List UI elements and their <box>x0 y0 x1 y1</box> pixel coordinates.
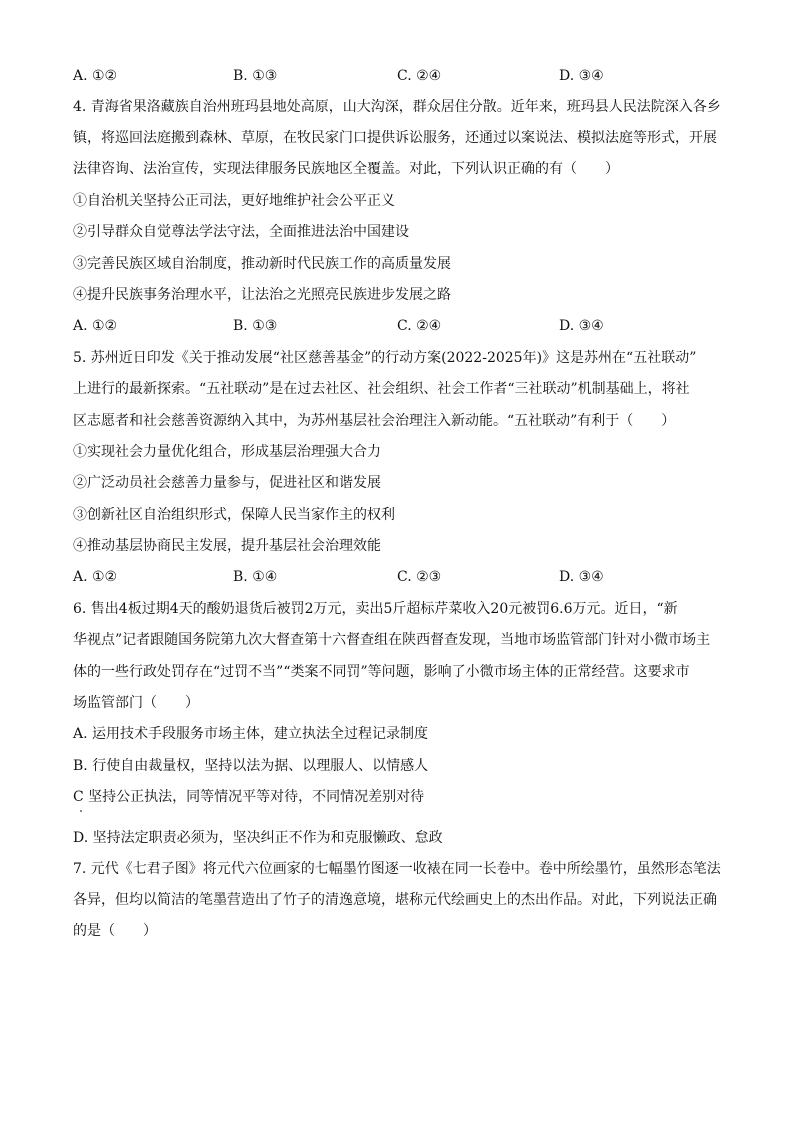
q6-option-a[interactable]: A. 运用技术手段服务市场主体，建立执法全过程记录制度 <box>73 726 429 742</box>
q5-statement-3: ③创新社区自治组织形式，保障人民当家作主的权利 <box>73 507 395 523</box>
q5-statement-4: ④推动基层协商民主发展，提升基层社会治理效能 <box>73 538 381 554</box>
q6-stem-line-2: 华视点”记者跟随国务院第九次大督查第十六督查组在陕西督查发现，当地市场监管部门针对小微市场主 <box>73 632 711 648</box>
q4-statement-3: ③完善民族区域自治制度，推动新时代民族工作的高质量发展 <box>73 256 451 272</box>
q6-stem-line-1: 6. 售出4板过期4天的酸奶退货后被罚2万元，卖出5斤超标芹菜收入20元被罚6.6万元。近日，“新 <box>73 601 678 617</box>
q6-stem-line-3: 体的一些行政处罚存在“过罚不当”“类案不同罚”等问题，影响了小微市场主体的正常经营。这要求市 <box>73 664 690 680</box>
q4-option-a[interactable]: A. ①② <box>73 318 118 334</box>
q6-option-c[interactable]: C 坚持公正执法，同等情况平等对待，不同情况差别对待 <box>73 789 425 805</box>
q5-statement-1: ①实现社会力量优化组合，形成基层治理强大合力 <box>73 444 381 460</box>
q4-option-c[interactable]: C. ②④ <box>397 318 442 334</box>
q7-stem-line-3: 的是（ ） <box>73 923 157 939</box>
q7-stem-line-1: 7. 元代《七君子图》将元代六位画家的七幅墨竹图逐一收裱在同一长卷中。卷中所绘墨竹，虽然形态笔法 <box>73 861 721 877</box>
q5-option-c[interactable]: C. ②③ <box>397 569 442 585</box>
q5-option-a[interactable]: A. ①② <box>73 569 118 585</box>
q3-option-c[interactable]: C. ②④ <box>397 68 442 84</box>
q5-stem-line-1: 5. 苏州近日印发《关于推动发展“社区慈善基金”的行动方案(2022-2025年)》这是苏州在“五社联动” <box>73 350 697 366</box>
q5-option-d[interactable]: D. ③④ <box>559 569 604 585</box>
q5-options <box>73 567 733 587</box>
q5-statement-2: ②广泛动员社会慈善力量参与，促进社区和谐发展 <box>73 475 381 491</box>
q6-option-d[interactable]: D. 坚持法定职责必须为，坚决纠正不作为和克服懒政、怠政 <box>73 830 443 846</box>
q4-option-d[interactable]: D. ③④ <box>559 318 604 334</box>
q3-options <box>73 66 733 86</box>
q7-stem-line-2: 各异，但均以简洁的笔墨营造出了竹子的清逸意境，堪称元代绘画史上的杰出作品。对此，下列说法正确 <box>73 892 717 908</box>
q4-option-b[interactable]: B. ①③ <box>233 318 278 334</box>
q4-stem-line-2: 镇，将巡回法庭搬到森林、草原，在牧民家门口提供诉讼服务，还通过以案说法、模拟法庭等形式，开展 <box>73 130 717 146</box>
q6-option-b[interactable]: B. 行使自由裁量权，坚持以法为据、以理服人、以情感人 <box>73 758 429 774</box>
q4-statement-1: ①自治机关坚持公正司法，更好地维护社会公平正义 <box>73 193 395 209</box>
q3-option-d[interactable]: D. ③④ <box>559 68 604 84</box>
q4-options <box>73 316 733 336</box>
q5-stem-line-2: 上进行的最新探索。“五社联动”是在过去社区、社会组织、社会工作者“三社联动”机制基础上，将社 <box>73 381 690 397</box>
q5-stem-line-3: 区志愿者和社会慈善资源纳入其中，为苏州基层社会治理注入新动能。“五社联动”有利于（ ） <box>73 413 676 429</box>
q4-statement-4: ④提升民族事务治理水平，让法治之光照亮民族进步发展之路 <box>73 287 451 303</box>
q3-option-b[interactable]: B. ①③ <box>233 68 278 84</box>
stray-dot <box>80 810 82 812</box>
q4-stem-line-1: 4. 青海省果洛藏族自治州班玛县地处高原，山大沟深，群众居住分散。近年来，班玛县人民法院深入各乡 <box>73 99 721 115</box>
q4-statement-2: ②引导群众自觉尊法学法守法，全面推进法治中国建设 <box>73 224 409 240</box>
q5-option-b[interactable]: B. ①④ <box>233 569 278 585</box>
q3-option-a[interactable]: A. ①② <box>73 68 118 84</box>
q6-stem-line-4: 场监管部门（ ） <box>73 695 199 711</box>
q4-stem-line-3: 法律咨询、法治宣传，实现法律服务民族地区全覆盖。对此，下列认识正确的有（ ） <box>73 161 619 177</box>
